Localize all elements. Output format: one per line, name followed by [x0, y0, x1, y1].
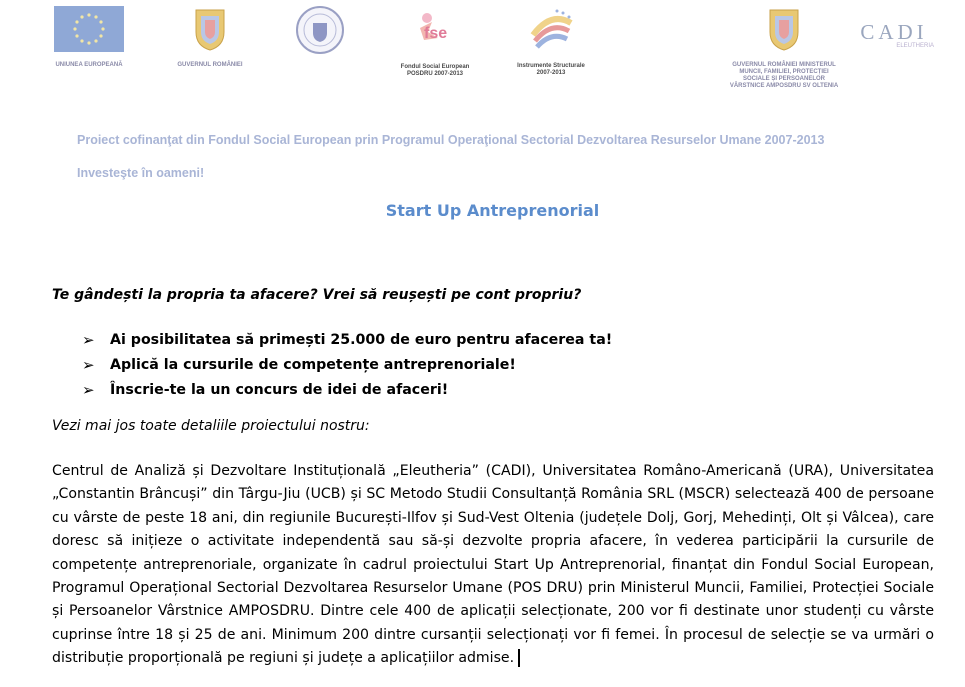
- gov-logo: [170, 6, 250, 69]
- eu-logo: [54, 6, 124, 69]
- project-line: Proiect cofinanţat din Fondul Social European prin Programul Operaţional Sectorial Dezvoltarea Resurselor Umane 2007-2013: [77, 133, 825, 147]
- body-paragraph[interactable]: [52, 460, 934, 671]
- fse-text: fse: [424, 25, 448, 42]
- ministry-logo: [728, 6, 840, 90]
- cadi-logo: [854, 20, 934, 49]
- text-cursor: [518, 649, 520, 667]
- fse-mark-icon: [410, 8, 460, 52]
- list-item: [82, 327, 612, 352]
- arrow-bullet-icon: ➢: [82, 380, 95, 399]
- paragraph-text: Centrul de Analiză și Dezvoltare Instituțională „Eleutheria” (CADI), Universitatea Româno-Americană (URA), Universitatea „Constantin Brâncuși” din Târgu-Jiu (UCB) și SC Metodo Studii Consultanță România SRL (MSCR) selectează 400 de persoane cu vârste de peste 18 ani, din regiunile București-Ilfov și Sud-Vest Oltenia (județele Dolj, Gorj, Mehedinți, Olt și Vâlcea), care doresc să inițieze o activitate independentă sau să-și dezvolte propria afacere, în vederea participării la cursurile de competențe antreprenoriale, organizate în cadrul proiectului Start Up Antreprenorial, finanțat din Fondul Social European, Programul Operațional Sectorial Dezvoltarea Resurselor Umane (POS DRU) prin Ministerul Muncii, Familiei, Protecției Sociale și Persoanelor Vârstnice AMPOSDRU. Dintre cele 400 de aplicații selecționate, 200 vor fi destinate unor studenți cu vârste cuprinse între 18 și 25 de ani. Minimum 200 dintre cursanții selecționați vor fi femei. În procesul de selecție se va urmări o distribuție proporțională pe regiuni și județe a aplicațiilor admise.: [52, 463, 934, 667]
- eu-caption: UNIUNEA EUROPEANĂ: [55, 62, 123, 68]
- fse-logo: [398, 8, 472, 78]
- cadi-text: CADI: [860, 20, 928, 44]
- is-caption: Instrumente Structurale 2007-2013: [517, 63, 585, 76]
- bullet-text: Ai posibilitatea să primești 25.000 de euro pentru afacerea ta!: [110, 331, 613, 348]
- coat-of-arms-icon: [766, 6, 802, 52]
- bullet-text: Aplică la cursurile de competențe antreprenoriale!: [110, 356, 516, 373]
- fse-caption: Fondul Social European POSDRU 2007-2013: [400, 64, 470, 77]
- gov-caption: GUVERNUL ROMÂNIEI: [177, 62, 243, 68]
- list-item: [82, 352, 612, 377]
- coat-of-arms-icon: [192, 6, 228, 52]
- bullet-text: Înscrie-te la un concurs de idei de afaceri!: [110, 381, 449, 398]
- is-logo: [514, 5, 588, 77]
- slogan: Investeşte în oameni!: [77, 166, 205, 180]
- intro-line: Vezi mai jos toate detaliile proiectului nostru:: [52, 418, 370, 434]
- structural-instruments-icon: [525, 5, 577, 57]
- eu-flag-icon: [54, 6, 124, 52]
- cadi-sub: ELEUTHERIA: [896, 43, 934, 49]
- list-item: [82, 377, 612, 402]
- arrow-bullet-icon: ➢: [82, 330, 95, 349]
- question: Te gândești la propria ta afacere? Vrei să reușești pe cont propriu?: [52, 287, 582, 303]
- arrow-bullet-icon: ➢: [82, 355, 95, 374]
- seal-icon: [295, 5, 345, 55]
- ministry-seal: [294, 5, 346, 59]
- bullet-list: [82, 327, 612, 402]
- ministry-caption: GUVERNUL ROMÂNIEI MINISTERUL MUNCII, FAMILIEI, PROTECȚIEI SOCIALE ȘI PERSOANELOR VÂRSTNICE AMPOSDRU SV OLTENIA: [729, 62, 839, 89]
- page-title: Start Up Antreprenorial: [385, 201, 600, 220]
